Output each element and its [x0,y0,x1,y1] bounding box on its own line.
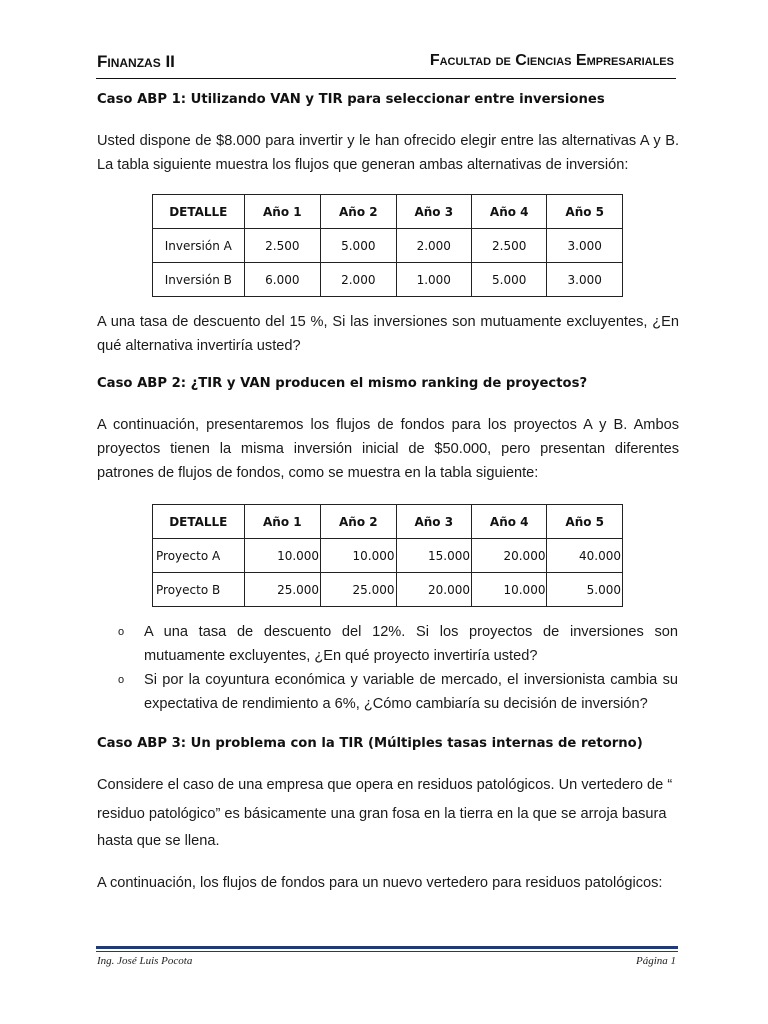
list-item [118,620,678,668]
header-faculty-name: Facultad de Ciencias Empresariales [429,52,674,69]
case3-para1-line2: residuo patológico” es básicamente una gran fosa en la tierra en la que se arroja basura [97,806,667,822]
table-header-cell: Año 4 [472,195,547,229]
footer-page-number: Página 1 [635,955,676,967]
table-row [153,539,623,573]
case2-heading: Caso ABP 2: ¿TIR y VAN producen el mismo ranking de proyectos? [97,376,588,391]
table-header-cell: DETALLE [153,505,245,539]
table-header-cell: Año 3 [396,195,471,229]
case1-heading: Caso ABP 1: Utilizando VAN y TIR para seleccionar entre inversiones [97,92,605,107]
table-cell: 25.000 [244,573,320,607]
table-header-cell: Año 5 [547,195,623,229]
table-cell: 2.500 [244,229,320,263]
table-cell: 2.000 [396,229,471,263]
footer-divider-thin [96,951,678,952]
table-header-cell: DETALLE [153,195,245,229]
bullet-circle-icon: o [118,674,125,686]
case2-intro: A continuación, presentaremos los flujos de fondos para los proyectos A y B. Ambos proyectos tienen la misma inversión inicial de $50.000, pero presentan diferentes patrones de flujos de fondos, como se muestra en la tabla siguiente: [97,417,679,481]
list-item [118,668,678,716]
case3-para1-line3: hasta que se llena. [97,833,220,849]
header-course-title: Finanzas II [97,52,175,71]
case1-intro: Usted dispone de $8.000 para invertir y le han ofrecido elegir entre las alternativas A y B. La tabla siguiente muestra los flujos que generan ambas alternativas de inversión: [97,133,679,173]
list-item-text: Si por la coyuntura económica y variable de mercado, el inversionista cambia su expectativa de rendimiento a 6%, ¿Cómo cambiaría su decisión de inversión? [144,672,678,712]
table-cell: Inversión A [153,229,245,263]
table-header-cell: Año 4 [472,505,547,539]
header-divider [96,78,676,79]
table-cell: 15.000 [396,539,471,573]
table-cell: 5.000 [547,573,623,607]
case2-cashflow-table [152,504,623,607]
footer-divider-thick [96,946,678,949]
case3-heading: Caso ABP 3: Un problema con la TIR (Múltiples tasas internas de retorno) [97,736,643,751]
table-cell: 5.000 [321,229,396,263]
table-cell: 3.000 [547,229,623,263]
table-header-cell: Año 1 [244,195,320,229]
case1-cashflow-table [152,194,623,297]
table-cell: 1.000 [396,263,471,297]
table-header-cell: Año 2 [321,195,396,229]
table-header-cell: Año 5 [547,505,623,539]
table-cell: 40.000 [547,539,623,573]
table-cell: 20.000 [396,573,471,607]
table-cell: Proyecto A [153,539,245,573]
table-cell: 6.000 [244,263,320,297]
list-item-text: A una tasa de descuento del 12%. Si los proyectos de inversiones son mutuamente excluyentes, ¿En qué proyecto invertiría usted? [144,624,678,664]
table-cell: 10.000 [244,539,320,573]
table-header-row [153,195,623,229]
table-cell: 25.000 [321,573,396,607]
table-cell: 2.000 [321,263,396,297]
bullet-circle-icon: o [118,626,125,638]
table-cell: 5.000 [472,263,547,297]
table-row [153,229,623,263]
table-header-cell: Año 1 [244,505,320,539]
table-cell: Proyecto B [153,573,245,607]
table-row [153,573,623,607]
table-header-cell: Año 3 [396,505,471,539]
case3-para1-line1: Considere el caso de una empresa que opera en residuos patológicos. Un vertedero de “ [97,777,673,793]
table-cell: 3.000 [547,263,623,297]
case1-question: A una tasa de descuento del 15 %, Si las inversiones son mutuamente excluyentes, ¿En qué alternativa invertiría usted? [97,314,679,354]
table-cell: Inversión B [153,263,245,297]
case2-question-list [118,620,678,716]
table-cell: 2.500 [472,229,547,263]
table-header-row [153,505,623,539]
table-cell: 10.000 [472,573,547,607]
footer-author: Ing. José Luis Pocota [97,955,193,967]
table-row [153,263,623,297]
case3-para2: A continuación, los flujos de fondos para un nuevo vertedero para residuos patológicos: [97,875,663,891]
table-header-cell: Año 2 [321,505,396,539]
table-cell: 10.000 [321,539,396,573]
table-cell: 20.000 [472,539,547,573]
